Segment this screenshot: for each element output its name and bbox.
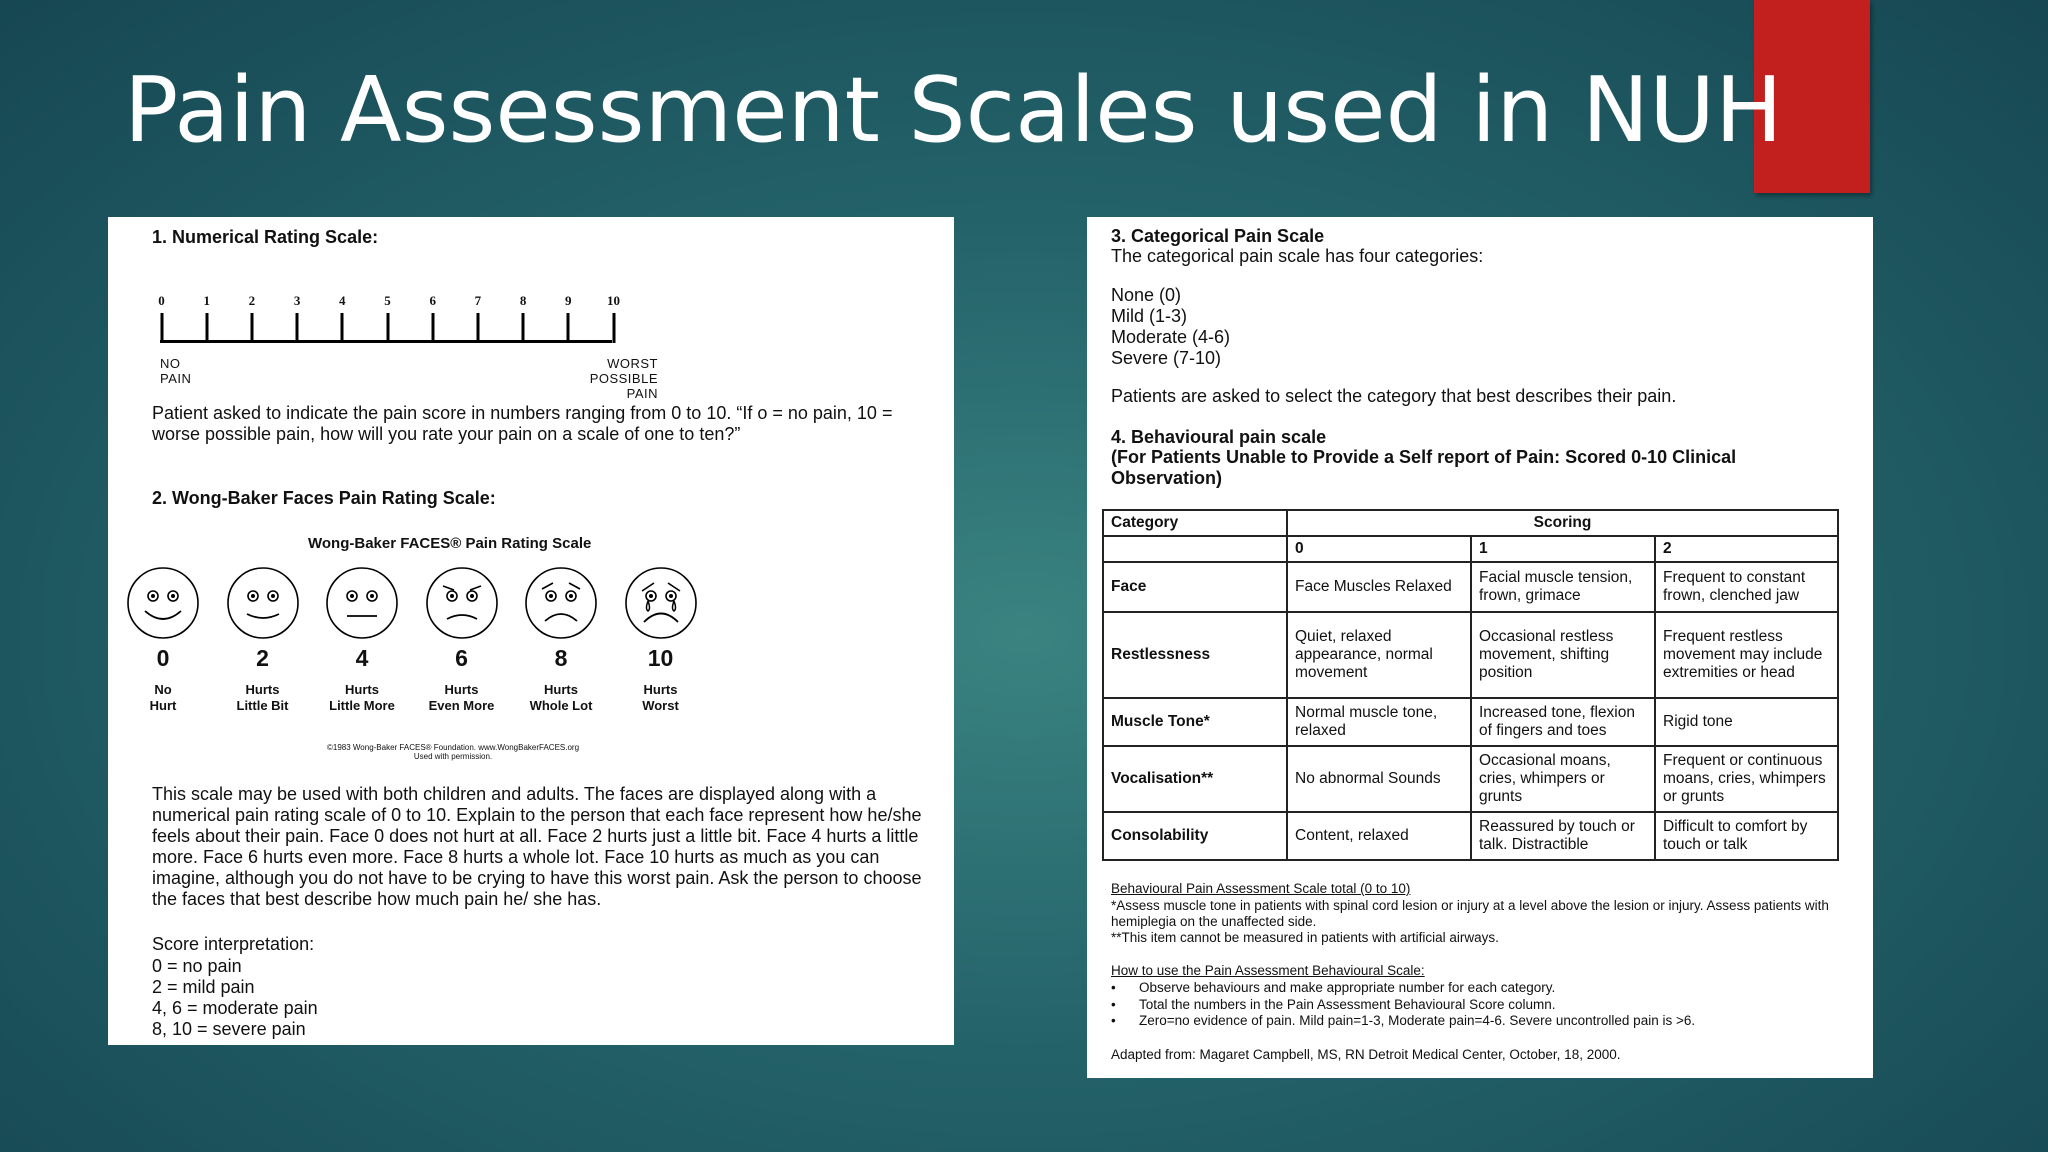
row-score-2: Difficult to comfort by touch or talk [1655, 812, 1838, 860]
face-item [218, 565, 308, 714]
nrs-tick [476, 313, 479, 343]
total-heading: Behavioural Pain Assessment Scale total (0 to 10) [1111, 881, 1411, 896]
face-item [616, 565, 706, 714]
list-item: • Observe behaviours and make appropriate number for each category. [1111, 980, 1556, 995]
face-icon [324, 565, 400, 641]
table-row [1103, 812, 1838, 860]
face-score: 4 [355, 645, 369, 671]
nrs-left-label: NO PAIN [160, 356, 192, 386]
face-icon [523, 565, 599, 641]
nrs-tick [386, 313, 389, 343]
row-score-1: Occasional restless movement, shifting position [1471, 612, 1655, 698]
score-list [152, 956, 318, 1040]
nrs-tick [250, 313, 253, 343]
table-row [1103, 562, 1838, 612]
face-label: Hurts Whole Lot [529, 682, 593, 713]
nrs-tick [205, 313, 208, 343]
table-row [1103, 612, 1838, 698]
left-panel [108, 217, 954, 1045]
nrs-right-label: WORST POSSIBLE PAIN [589, 356, 658, 401]
row-score-2: Rigid tone [1655, 698, 1838, 746]
nrs-tick-label: 1 [203, 293, 210, 308]
category-list [1111, 285, 1230, 369]
category-item: None (0) [1111, 285, 1182, 305]
howto-heading: How to use the Pain Assessment Behavioural Scale: [1111, 963, 1425, 978]
row-score-0: Face Muscles Relaxed [1287, 562, 1471, 612]
header-score-0: 0 [1287, 536, 1471, 562]
face-label: Hurts Little More [329, 682, 395, 713]
face-item [317, 565, 407, 714]
behavioural-pain-table [1102, 509, 1839, 861]
nrs-tick-label: 9 [565, 293, 572, 308]
nrs-tick-label: 7 [474, 293, 482, 308]
face-score: 2 [256, 645, 269, 671]
nrs-tick-label: 6 [429, 293, 436, 308]
face-icon [424, 565, 500, 641]
beh-heading: 4. Behavioural pain scale [1111, 427, 1327, 447]
score-item: 0 = no pain [152, 956, 242, 976]
category-item: Severe (7-10) [1111, 348, 1222, 368]
numerical-rating-scale [158, 293, 620, 343]
cat-intro: The categorical pain scale has four categories: [1111, 246, 1484, 266]
face-icon [623, 565, 699, 641]
score-item: 4, 6 = moderate pain [152, 998, 318, 1018]
face-item [516, 565, 606, 714]
nrs-tick [296, 313, 299, 343]
wb-copyright: ©1983 Wong-Baker FACES® Foundation. www.WongBakerFACES.org Used with permission. [326, 743, 580, 761]
slide-title: Pain Assessment Scales used in NUH [124, 58, 1783, 163]
wb-scale-title: Wong-Baker FACES® Pain Rating Scale [308, 535, 592, 552]
cat-heading: 3. Categorical Pain Scale [1111, 226, 1325, 246]
nrs-tick-label: 10 [607, 293, 620, 308]
row-score-2: Frequent restless movement may include extremities or head [1655, 612, 1838, 698]
row-score-0: Quiet, relaxed appearance, normal movement [1287, 612, 1471, 698]
wb-heading: 2. Wong-Baker Faces Pain Rating Scale: [152, 488, 496, 508]
list-item: • Zero=no evidence of pain. Mild pain=1-3, Moderate pain=4-6. Severe uncontrolled pain is >6. [1111, 1013, 1696, 1028]
category-item: Moderate (4-6) [1111, 327, 1231, 347]
cat-description: Patients are asked to select the category that best describes their pain. [1111, 386, 1677, 406]
header-score-2: 2 [1655, 536, 1838, 562]
row-score-2: Frequent to constant frown, clenched jaw [1655, 562, 1838, 612]
header-score-1: 1 [1471, 536, 1655, 562]
score-heading: Score interpretation: [152, 934, 315, 954]
row-category: Muscle Tone* [1103, 698, 1287, 746]
nrs-tick-label: 5 [384, 293, 391, 308]
row-score-0: No abnormal Sounds [1287, 746, 1471, 812]
beh-subheading: (For Patients Unable to Provide a Self report of Pain: Scored 0-10 Clinical Observation) [1111, 447, 1737, 488]
header-scoring: Scoring [1287, 510, 1838, 536]
row-score-0: Normal muscle tone, relaxed [1287, 698, 1471, 746]
score-item: 2 = mild pain [152, 977, 255, 997]
nrs-tick-label: 4 [339, 293, 346, 308]
list-item: • Total the numbers in the Pain Assessment Behavioural Score column. [1111, 996, 1556, 1012]
face-label: Hurts Little Bit [236, 682, 289, 713]
nrs-tick-label: 8 [519, 293, 527, 308]
header-blank [1103, 536, 1287, 562]
nrs-tick [612, 313, 615, 343]
face-label: Hurts Worst [642, 682, 679, 713]
wb-description: This scale may be used with both children and adults. The faces are displayed along with a numerical pain rating scale of 0 to 10. Explain to the person that each face represent how he/she feels about their pain. Face 0 does not hurt at all. Face 2 hurts just a little bit. Face 4 hurts a little more. Face 6 hurts even more. Face 8 hurts a whole lot. Face 10 hurts as much as you can imagine, although you do not have to be crying to have this worst pain. Ask the person to choose the faces that best describe how much pain he/ she has. [152, 784, 922, 909]
right-panel [1087, 217, 1873, 1078]
face-item [417, 565, 507, 714]
row-category: Restlessness [1103, 612, 1287, 698]
nrs-tick [431, 313, 434, 343]
nrs-tick [522, 313, 525, 343]
nrs-tick-label: 3 [293, 293, 301, 308]
face-score: 0 [156, 645, 170, 671]
category-item: Mild (1-3) [1111, 306, 1188, 326]
face-label: Hurts Even More [428, 682, 495, 713]
row-category: Face [1103, 562, 1287, 612]
note-vocalisation: **This item cannot be measured in patients with artificial airways. [1111, 930, 1499, 945]
face-item [118, 565, 208, 714]
adapted-from: Adapted from: Magaret Campbell, MS, RN Detroit Medical Center, October, 18, 2000. [1111, 1047, 1621, 1062]
header-category: Category [1103, 510, 1287, 536]
row-score-1: Reassured by touch or talk. Distractible [1471, 812, 1655, 860]
table-row [1103, 746, 1838, 812]
nrs-tick [160, 313, 163, 343]
row-score-1: Increased tone, flexion of fingers and toes [1471, 698, 1655, 746]
score-item: 8, 10 = severe pain [152, 1019, 306, 1039]
row-score-0: Content, relaxed [1287, 812, 1471, 860]
face-label: No Hurt [149, 682, 177, 713]
face-icon [225, 565, 301, 641]
nrs-tick [341, 313, 344, 343]
row-category: Consolability [1103, 812, 1287, 860]
nrs-heading: 1. Numerical Rating Scale: [152, 227, 379, 247]
nrs-tick-label: 0 [158, 293, 165, 308]
row-score-1: Facial muscle tension, frown, grimace [1471, 562, 1655, 612]
row-score-2: Frequent or continuous moans, cries, whimpers or grunts [1655, 746, 1838, 812]
face-score: 10 [647, 645, 674, 671]
nrs-tick [567, 313, 570, 343]
face-score: 6 [455, 645, 468, 671]
row-score-1: Occasional moans, cries, whimpers or grunts [1471, 746, 1655, 812]
nrs-tick-label: 2 [248, 293, 256, 308]
nrs-description: Patient asked to indicate the pain score in numbers ranging from 0 to 10. “If o = no pain, 10 = worse possible pain, how will you rate your pain on a scale of one to ten?” [152, 403, 893, 444]
table-row [1103, 698, 1838, 746]
row-category: Vocalisation** [1103, 746, 1287, 812]
howto-list [1111, 980, 1695, 1030]
face-icon [125, 565, 201, 641]
face-score: 8 [554, 645, 568, 671]
note-muscle-tone: *Assess muscle tone in patients with spinal cord lesion or injury at a level above the lesion or injury. Assess patients with hemiplegia on the unaffected side. [1111, 898, 1829, 929]
